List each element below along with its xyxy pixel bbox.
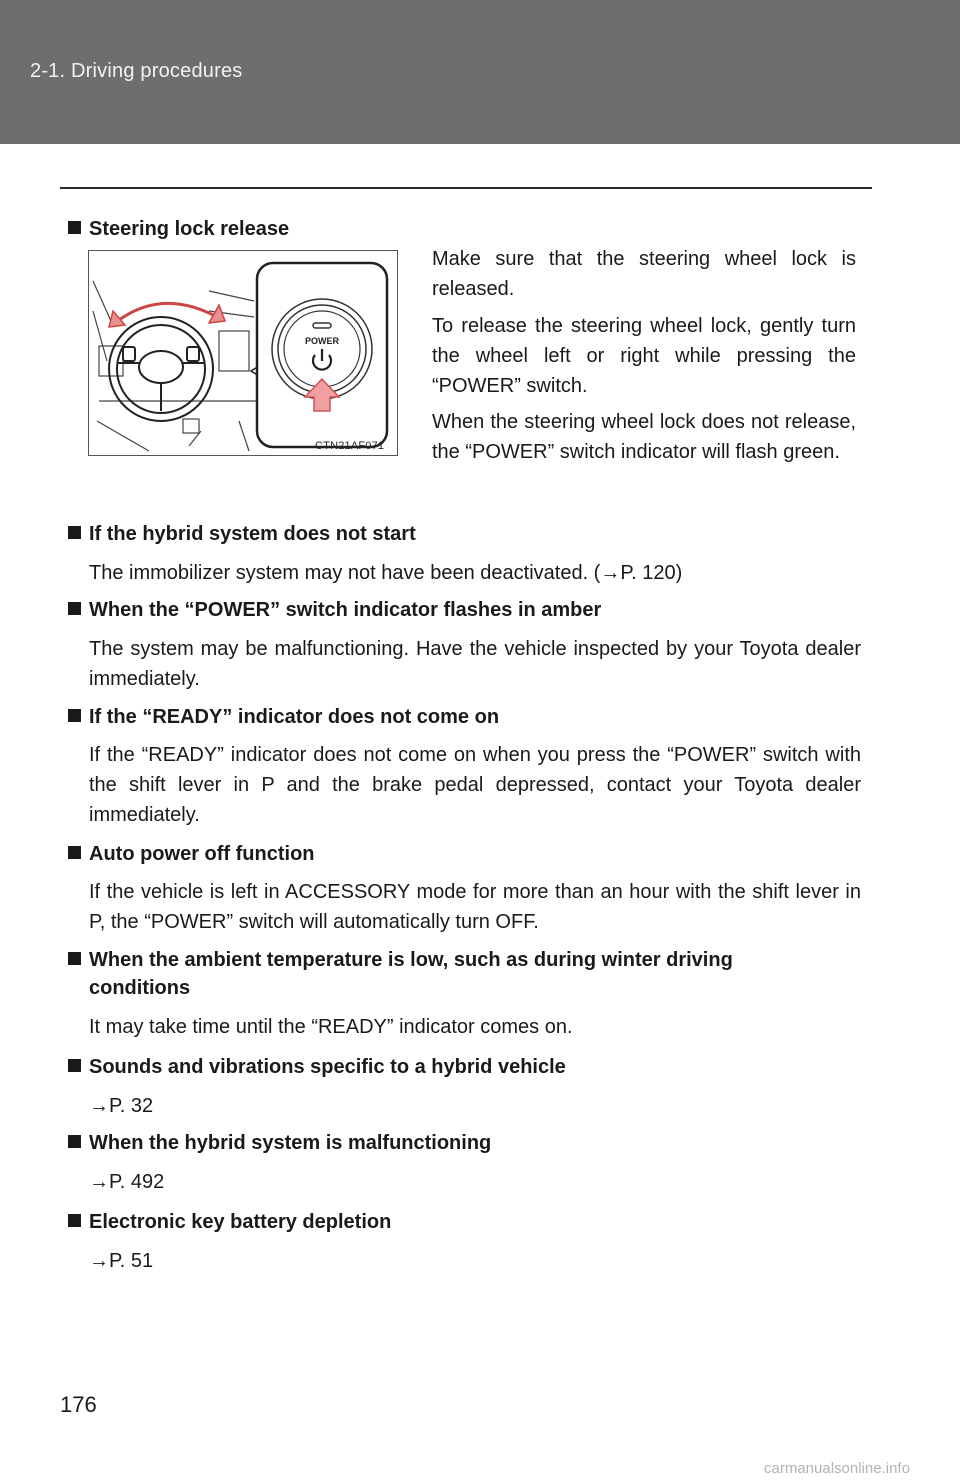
heading-low-temperature: When the ambient temperature is low, such as during winter driving conditions — [68, 946, 862, 1002]
square-bullet-icon — [68, 526, 81, 539]
square-bullet-icon — [68, 952, 81, 965]
square-bullet-icon — [68, 1059, 81, 1072]
square-bullet-icon — [68, 846, 81, 859]
section-title: 2-1. Driving procedures — [30, 60, 243, 82]
watermark: carmanualsonline.info — [764, 1460, 910, 1477]
square-bullet-icon — [68, 1135, 81, 1148]
heading-sounds-vibrations: Sounds and vibrations specific to a hybrid vehicle — [68, 1053, 566, 1081]
heading-ready-not-on: If the “READY” indicator does not come on — [68, 703, 499, 731]
heading-hybrid-malfunction: When the hybrid system is malfunctioning — [68, 1129, 491, 1157]
header-rule — [60, 187, 872, 189]
body-power-amber: The system may be malfunctioning. Have the vehicle inspected by your Toyota dealer immediately. — [89, 638, 861, 690]
body-low-temperature: It may take time until the “READY” indicator comes on. — [89, 1016, 573, 1038]
header-band — [0, 0, 960, 144]
heading-hybrid-not-start: If the hybrid system does not start — [68, 520, 416, 548]
power-switch-illustration — [88, 250, 398, 456]
ref-hybrid-malfunction: →P. 492 — [89, 1171, 165, 1193]
page-number: 176 — [60, 1392, 97, 1417]
body-hybrid-not-start: The immobilizer system may not have been deactivated. (→P. 120) — [89, 562, 683, 584]
square-bullet-icon — [68, 602, 81, 615]
body-ready-not-on: If the “READY” indicator does not come on when you press the “POWER” switch with the shift lever in P and the brake pedal depressed, contact your Toyota dealer immediately. — [89, 744, 861, 826]
body-auto-power-off: If the vehicle is left in ACCESSORY mode for more than an hour with the shift lever in P, the “POWER” switch will automatically turn OFF. — [89, 881, 861, 933]
square-bullet-icon — [68, 709, 81, 722]
ref-key-battery: →P. 51 — [89, 1250, 154, 1272]
steering-lock-paragraph-2: To release the steering wheel lock, gently turn the wheel left or right while pressing the “POWER” switch. — [432, 315, 856, 397]
steering-lock-paragraph-1: Make sure that the steering wheel lock is released. — [432, 248, 856, 300]
figure-code: CTN21AF071 — [315, 440, 385, 452]
heading-auto-power-off: Auto power off function — [68, 840, 315, 868]
steering-wheel-power-diagram — [89, 251, 397, 455]
heading-power-amber: When the “POWER” switch indicator flashes in amber — [68, 596, 601, 624]
steering-lock-paragraph-3: When the steering wheel lock does not release, the “POWER” switch indicator will flash green. — [432, 411, 856, 463]
square-bullet-icon — [68, 221, 81, 234]
heading-steering-lock: Steering lock release — [68, 215, 289, 243]
square-bullet-icon — [68, 1214, 81, 1227]
ref-sounds-vibrations: →P. 32 — [89, 1095, 154, 1117]
heading-key-battery: Electronic key battery depletion — [68, 1208, 391, 1236]
power-button-label: POWER — [304, 336, 340, 346]
